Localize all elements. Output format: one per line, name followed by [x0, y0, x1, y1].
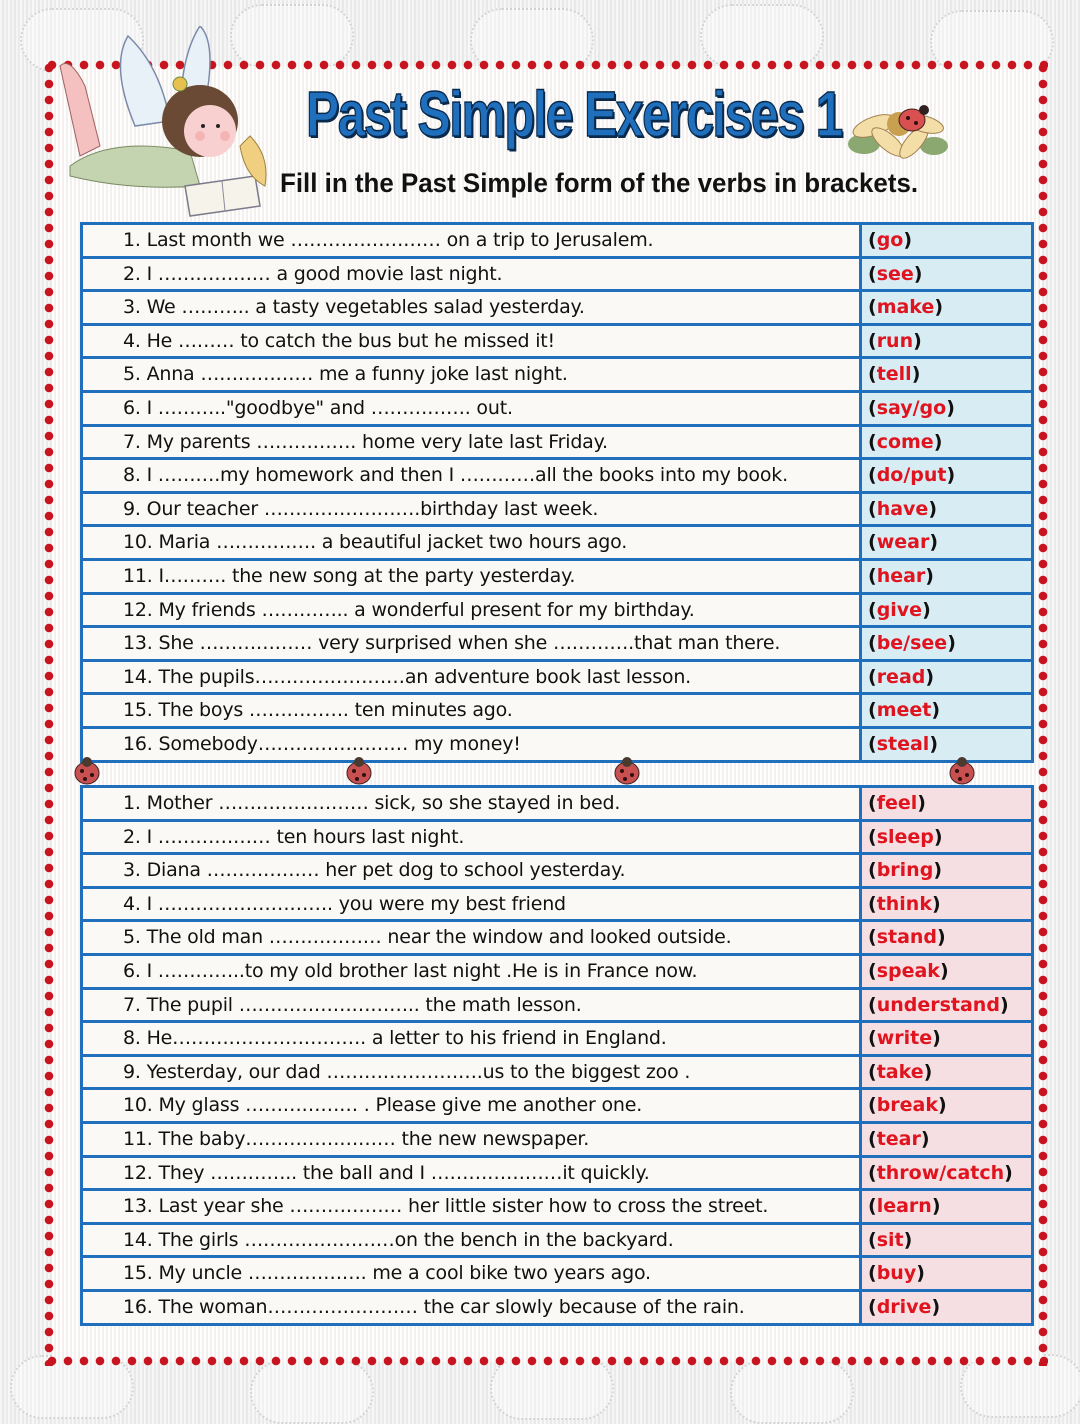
- exercise-row: [83, 1057, 1031, 1088]
- exercise-row: [83, 1292, 1031, 1323]
- close-paren: ): [929, 732, 938, 755]
- open-paren: (: [868, 497, 877, 520]
- verb-hint: [862, 225, 1031, 256]
- close-paren: ): [903, 1228, 913, 1251]
- instructions-text: Fill in the Past Simple form of the verbs in brackets.: [280, 168, 919, 198]
- verb-word: hear: [876, 564, 926, 587]
- verb-hint: [862, 494, 1031, 525]
- exercise-row: [83, 595, 1031, 626]
- verb-word: buy: [876, 1262, 917, 1285]
- close-paren: ): [1004, 1161, 1013, 1184]
- dotted-border-right: [1038, 60, 1048, 1366]
- close-paren: ): [937, 926, 946, 949]
- exercise-sentence[interactable]: 15. The boys ……………. ten minutes ago.: [83, 695, 859, 726]
- verb-word: have: [876, 497, 929, 520]
- exercise-sentence[interactable]: 5. The old man ……………… near the window and looked outside.: [83, 922, 859, 953]
- open-paren: (: [868, 1027, 877, 1050]
- exercise-sentence[interactable]: 16. The woman…………………… the car slowly because of the rain.: [83, 1292, 859, 1323]
- exercise-row: [83, 259, 1031, 290]
- close-paren: ): [911, 363, 921, 386]
- verb-hint: [862, 1292, 1031, 1323]
- exercise-table-2: [80, 785, 1034, 1326]
- exercise-row: [83, 628, 1031, 659]
- exercise-sentence[interactable]: 12. They ………….. the ball and I …………………it quickly.: [83, 1158, 859, 1189]
- verb-hint: [862, 889, 1031, 920]
- open-paren: (: [868, 396, 877, 419]
- verb-word: do/put: [876, 464, 947, 487]
- verb-word: stand: [876, 926, 938, 949]
- open-paren: (: [868, 699, 877, 722]
- close-paren: ): [946, 464, 956, 487]
- exercise-sentence[interactable]: 10. Maria ……………. a beautiful jacket two hours ago.: [83, 527, 859, 558]
- open-paren: (: [868, 825, 877, 848]
- verb-hint: [862, 1023, 1031, 1054]
- verb-hint: [862, 561, 1031, 592]
- open-paren: (: [868, 959, 877, 982]
- ladybug-icon: [610, 754, 644, 788]
- exercise-row: [83, 1258, 1031, 1289]
- verb-hint: [862, 460, 1031, 491]
- open-paren: (: [868, 892, 877, 915]
- close-paren: ): [913, 262, 923, 285]
- exercise-row: [83, 1124, 1031, 1155]
- verb-word: sit: [876, 1228, 904, 1251]
- verb-word: feel: [876, 792, 918, 814]
- open-paren: (: [868, 859, 877, 882]
- exercise-sentence[interactable]: 11. The baby…………………… the new newspaper.: [83, 1124, 859, 1155]
- close-paren: ): [931, 1195, 941, 1218]
- open-paren: (: [868, 430, 877, 453]
- exercise-sentence[interactable]: 10. My glass ……………… . Please give me another one.: [83, 1090, 859, 1121]
- fairy-reading-icon: [50, 26, 280, 226]
- exercise-sentence[interactable]: 8. I ……….my homework and then I …………all the books into my book.: [83, 460, 859, 491]
- exercise-row: [83, 561, 1031, 592]
- open-paren: (: [868, 993, 877, 1016]
- verb-word: see: [876, 262, 914, 285]
- exercise-row: [83, 393, 1031, 424]
- exercise-row: [83, 1023, 1031, 1054]
- exercise-sentence[interactable]: 12. My friends ………….. a wonderful present for my birthday.: [83, 595, 859, 626]
- verb-word: drive: [876, 1295, 932, 1318]
- verb-word: understand: [876, 993, 1000, 1016]
- verb-hint: [862, 956, 1031, 987]
- verb-word: take: [876, 1060, 924, 1083]
- exercise-sentence[interactable]: 14. The pupils……………………an adventure book last lesson.: [83, 662, 859, 693]
- verb-word: break: [876, 1094, 939, 1117]
- exercise-row: [83, 292, 1031, 323]
- verb-word: run: [876, 329, 914, 352]
- verb-hint: [862, 595, 1031, 626]
- exercise-row: [83, 460, 1031, 491]
- verb-hint: [862, 393, 1031, 424]
- page-title: Past Simple Exercises 1: [306, 78, 842, 150]
- exercise-sentence[interactable]: 6. I …………..to my old brother last night .He is in France now.: [83, 956, 859, 987]
- exercise-row: [83, 1090, 1031, 1121]
- open-paren: (: [868, 632, 877, 655]
- verb-word: give: [876, 598, 923, 621]
- exercise-sentence[interactable]: 3. We ……….. a tasty vegetables salad yesterday.: [83, 292, 859, 323]
- exercise-row: [83, 662, 1031, 693]
- verb-word: be/see: [876, 632, 948, 655]
- close-paren: ): [913, 329, 922, 352]
- open-paren: (: [868, 531, 877, 554]
- ladybug-icon: [945, 754, 979, 788]
- open-paren: (: [868, 1195, 877, 1218]
- close-paren: ): [934, 296, 944, 319]
- verb-word: steal: [876, 732, 930, 755]
- close-paren: ): [933, 430, 943, 453]
- open-paren: (: [868, 732, 877, 755]
- exercise-sentence[interactable]: 15. My uncle ………………. me a cool bike two years ago.: [83, 1258, 859, 1289]
- dotted-border-bottom: [44, 1356, 1048, 1366]
- verb-word: tell: [876, 363, 912, 386]
- exercise-sentence[interactable]: 1. Last month we …………………… on a trip to Jerusalem.: [83, 225, 859, 256]
- exercise-row: [83, 527, 1031, 558]
- open-paren: (: [868, 665, 877, 688]
- exercise-sentence[interactable]: 4. I ………………………. you were my best friend: [83, 889, 859, 920]
- exercise-sentence[interactable]: 13. Last year she ……………… her little sister how to cross the street.: [83, 1191, 859, 1222]
- exercise-row: [83, 855, 1031, 886]
- exercise-sentence[interactable]: 7. The pupil ……………………….. the math lesson.: [83, 990, 859, 1021]
- exercise-sentence[interactable]: 5. Anna ……………… me a funny joke last night.: [83, 359, 859, 390]
- exercise-sentence[interactable]: 16. Somebody…………………… my money!: [83, 729, 859, 760]
- close-paren: ): [925, 665, 935, 688]
- exercise-sentence[interactable]: 1. Mother …………………… sick, so she stayed in bed.: [83, 788, 859, 819]
- exercise-row: [83, 326, 1031, 357]
- open-paren: (: [868, 1228, 877, 1251]
- verb-hint: [862, 822, 1031, 853]
- verb-word: make: [876, 296, 935, 319]
- exercise-sentence[interactable]: 7. My parents ……………. home very late last Friday.: [83, 427, 859, 458]
- open-paren: (: [868, 1127, 877, 1150]
- open-paren: (: [868, 1060, 877, 1083]
- close-paren: ): [928, 497, 937, 520]
- close-paren: ): [903, 229, 913, 251]
- close-paren: ): [933, 859, 942, 882]
- verb-word: read: [876, 665, 926, 688]
- close-paren: ): [916, 1262, 925, 1285]
- open-paren: (: [868, 1295, 877, 1318]
- open-paren: (: [868, 926, 877, 949]
- verb-hint: [862, 326, 1031, 357]
- exercise-row: [83, 1225, 1031, 1256]
- open-paren: (: [868, 296, 877, 319]
- ladybug-icon: [342, 754, 376, 788]
- exercise-sentence[interactable]: 13. She ……………… very surprised when she ………….that man there.: [83, 628, 859, 659]
- open-paren: (: [868, 1094, 877, 1117]
- close-paren: ): [920, 1127, 930, 1150]
- close-paren: ): [999, 993, 1009, 1016]
- exercise-sentence[interactable]: 6. I ……….."goodbye" and ……………. out.: [83, 393, 859, 424]
- open-paren: (: [868, 262, 877, 285]
- verb-hint: [862, 359, 1031, 390]
- open-paren: (: [868, 229, 877, 251]
- open-paren: (: [868, 1161, 877, 1184]
- exercise-row: [83, 427, 1031, 458]
- exercise-sentence[interactable]: 4. He ……… to catch the bus but he missed it!: [83, 326, 859, 357]
- exercise-sentence[interactable]: 2. I ……………… a good movie last night.: [83, 259, 859, 290]
- verb-word: meet: [876, 699, 932, 722]
- verb-word: learn: [876, 1195, 932, 1218]
- exercise-sentence[interactable]: 9. Our teacher …………………….birthday last week.: [83, 494, 859, 525]
- close-paren: ): [922, 598, 931, 621]
- verb-hint: [862, 527, 1031, 558]
- open-paren: (: [868, 363, 877, 386]
- close-paren: ): [932, 1027, 941, 1050]
- dotted-border-left: [44, 60, 54, 1366]
- exercise-sentence[interactable]: 3. Diana ……………… her pet dog to school yesterday.: [83, 855, 859, 886]
- exercise-row: [83, 1191, 1031, 1222]
- verb-word: speak: [876, 959, 940, 982]
- close-paren: ): [917, 792, 926, 814]
- close-paren: ): [929, 531, 939, 554]
- verb-hint: [862, 292, 1031, 323]
- verb-hint: [862, 628, 1031, 659]
- close-paren: ): [939, 959, 949, 982]
- exercise-row: [83, 990, 1031, 1021]
- verb-hint: [862, 855, 1031, 886]
- verb-hint: [862, 1090, 1031, 1121]
- exercise-sentence[interactable]: 14. The girls ……………………on the bench in the backyard.: [83, 1225, 859, 1256]
- verb-hint: [862, 1258, 1031, 1289]
- open-paren: (: [868, 329, 877, 352]
- verb-hint: [862, 1225, 1031, 1256]
- verb-hint: [862, 259, 1031, 290]
- verb-hint: [862, 922, 1031, 953]
- verb-word: go: [876, 229, 904, 251]
- daisy-ladybug-icon: [844, 94, 950, 162]
- exercise-sentence[interactable]: 2. I ……………… ten hours last night.: [83, 822, 859, 853]
- open-paren: (: [868, 564, 877, 587]
- exercise-row: [83, 225, 1031, 256]
- close-paren: ): [931, 1295, 941, 1318]
- verb-hint: [862, 788, 1031, 819]
- verb-word: come: [876, 430, 934, 453]
- exercise-sentence[interactable]: 11. I………. the new song at the party yesterday.: [83, 561, 859, 592]
- verb-hint: [862, 695, 1031, 726]
- close-paren: ): [931, 699, 941, 722]
- verb-word: write: [876, 1027, 933, 1050]
- verb-word: bring: [876, 859, 934, 882]
- verb-hint: [862, 990, 1031, 1021]
- verb-word: tear: [876, 1127, 921, 1150]
- close-paren: ): [931, 892, 941, 915]
- open-paren: (: [868, 598, 877, 621]
- close-paren: ): [933, 825, 943, 848]
- verb-word: throw/catch: [876, 1161, 1005, 1184]
- exercise-row: [83, 729, 1031, 760]
- exercise-row: [83, 889, 1031, 920]
- verb-word: say/go: [876, 396, 947, 419]
- exercise-row: [83, 956, 1031, 987]
- verb-hint: [862, 662, 1031, 693]
- open-paren: (: [868, 792, 877, 814]
- verb-hint: [862, 1191, 1031, 1222]
- close-paren: ): [946, 396, 955, 419]
- close-paren: ): [925, 564, 934, 587]
- open-paren: (: [868, 1262, 877, 1285]
- exercise-row: [83, 494, 1031, 525]
- verb-hint: [862, 1158, 1031, 1189]
- open-paren: (: [868, 464, 877, 487]
- verb-word: sleep: [876, 825, 934, 848]
- verb-hint: [862, 1124, 1031, 1155]
- exercise-sentence[interactable]: 8. He…………………………. a letter to his friend in England.: [83, 1023, 859, 1054]
- verb-word: wear: [876, 531, 930, 554]
- ladybug-icon: [70, 754, 104, 788]
- verb-hint: [862, 1057, 1031, 1088]
- close-paren: ): [938, 1094, 947, 1117]
- exercise-row: [83, 922, 1031, 953]
- close-paren: ): [923, 1060, 933, 1083]
- close-paren: ): [947, 632, 956, 655]
- exercise-table-1: [80, 222, 1034, 763]
- exercise-row: [83, 788, 1031, 819]
- exercise-row: [83, 1158, 1031, 1189]
- verb-word: think: [876, 892, 932, 915]
- exercise-sentence[interactable]: 9. Yesterday, our dad …………………….us to the biggest zoo .: [83, 1057, 859, 1088]
- exercise-row: [83, 359, 1031, 390]
- verb-hint: [862, 427, 1031, 458]
- exercise-row: [83, 695, 1031, 726]
- exercise-row: [83, 822, 1031, 853]
